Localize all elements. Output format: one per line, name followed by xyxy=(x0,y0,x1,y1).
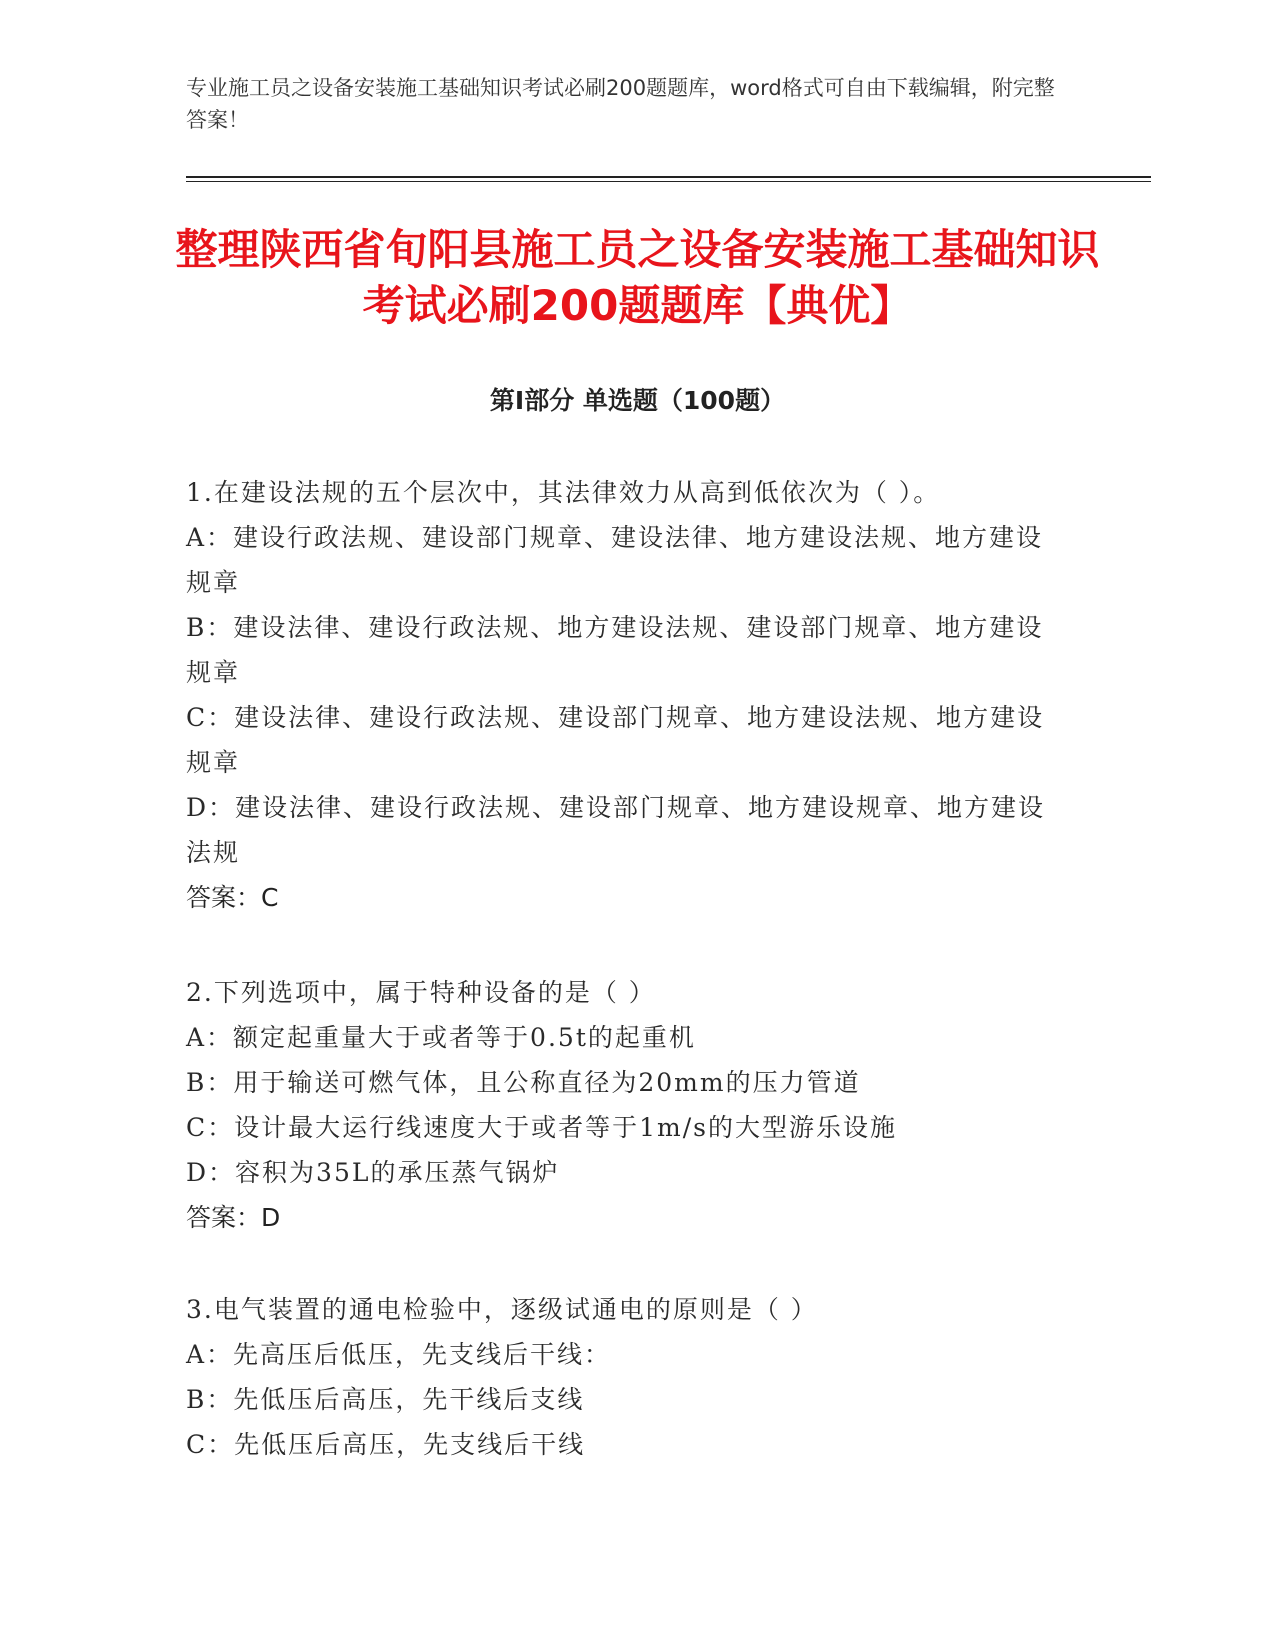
question-3 xyxy=(186,1287,1066,1467)
header-divider-thick xyxy=(186,176,1151,178)
option-b: B：先低压后高压，先干线后支线 xyxy=(186,1385,585,1414)
option-c: C：建设法律、建设行政法规、建设部门规章、地方建设法规、地方建设规章 xyxy=(186,703,1045,777)
option-b: B：建设法律、建设行政法规、地方建设法规、建设部门规章、地方建设规章 xyxy=(186,613,1044,687)
option-b: B：用于输送可燃气体，且公称直径为20mm的压力管道 xyxy=(186,1068,861,1097)
question-1 xyxy=(186,470,1066,920)
option-a: A：建设行政法规、建设部门规章、建设法律、地方建设法规、地方建设规章 xyxy=(186,523,1044,597)
question-stem: 3.电气装置的通电检验中，逐级试通电的原则是（ ） xyxy=(186,1295,818,1324)
option-a: A：先高压后低压，先支线后干线： xyxy=(186,1340,612,1369)
question-2 xyxy=(186,970,1066,1240)
answer: 答案：C xyxy=(186,883,279,912)
question-stem: 1.在建设法规的五个层次中，其法律效力从高到低依次为（ ）。 xyxy=(186,478,941,507)
option-c: C：先低压后高压，先支线后干线 xyxy=(186,1430,586,1459)
question-stem: 2.下列选项中，属于特种设备的是（ ） xyxy=(186,978,656,1007)
option-d: D：容积为35L的承压蒸气锅炉 xyxy=(186,1158,560,1187)
header-note: 专业施工员之设备安装施工基础知识考试必刷200题题库，word格式可自由下载编辑，附完整答案！ xyxy=(186,76,1055,132)
answer: 答案：D xyxy=(186,1203,281,1232)
document-title: 整理陕西省旬阳县施工员之设备安装施工基础知识考试必刷200题题库【典优】 xyxy=(175,225,1100,330)
section-title: 第Ⅰ部分 单选题（100题） xyxy=(489,386,786,415)
option-d: D：建设法律、建设行政法规、建设部门规章、地方建设规章、地方建设法规 xyxy=(186,793,1046,867)
header-divider-thin xyxy=(186,181,1151,182)
option-c: C：设计最大运行线速度大于或者等于1m/s的大型游乐设施 xyxy=(186,1113,897,1142)
option-a: A：额定起重量大于或者等于0.5t的起重机 xyxy=(186,1023,696,1052)
